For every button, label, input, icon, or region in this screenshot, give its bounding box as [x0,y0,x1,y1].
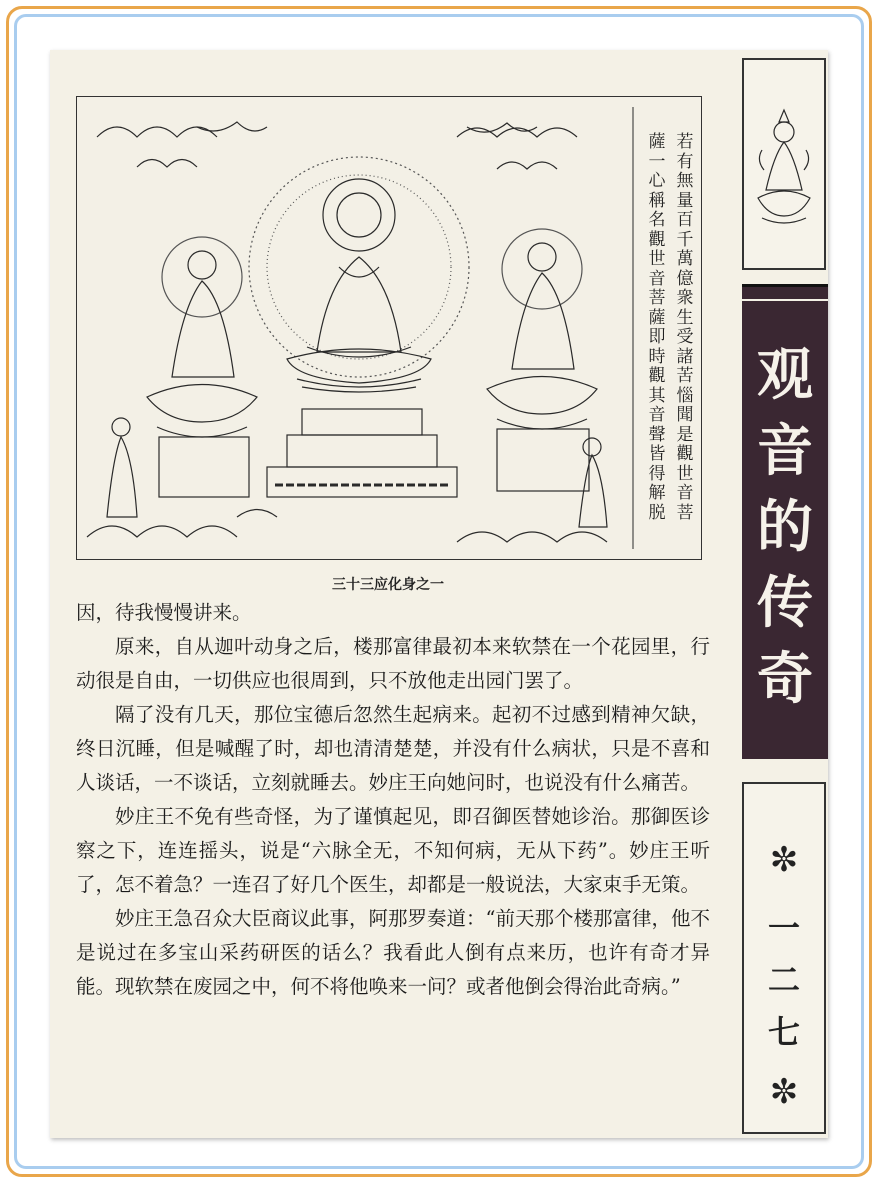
inscription-char: 其 [648,385,666,406]
paragraph: 因，待我慢慢讲来。 [76,601,252,624]
page-number-char: 一 [767,909,800,947]
book-title-banner [742,284,828,759]
paragraph: 妙庄王急召众大臣商议此事，阿那罗奏道：“前天那个楼那富律，他不是说过在多宝山采药研医的话么？我看此人倒有点来历，也许有奇才异能。现软禁在废园之中，何不将他唤来一问？或者他倒会得治此奇病。” [76,907,710,998]
page-number-box [742,782,826,1134]
paragraph: 妙庄王不免有些奇怪，为了谨慎起见，即召御医替她诊治。那御医诊察之下，连连摇头，说是“六脉全无，不知何病，无从下药”。妙庄王听了，怎不着急？一连召了好几个医生，却都是一般说法，大家束手无策。 [76,805,710,896]
inscription-char: 心 [648,171,666,191]
inscription-char: 皆 [648,444,666,464]
inscription-char: 無 [676,171,694,191]
inscription-char: 是 [676,424,694,445]
inscription-char: 得 [648,463,666,484]
inscription-char: 觀 [676,444,694,464]
inscription-char: 音 [676,483,694,503]
inscription-char: 世 [676,463,694,484]
inscription-column-1 [673,133,697,523]
inscription-char: 諸 [676,346,694,367]
inscription-char: 觀 [648,229,666,250]
inscription-char: 若 [676,132,694,152]
inscription-char: 有 [676,151,694,172]
title-char: 音 [757,418,813,484]
inscription-column-2 [645,133,669,523]
paragraph: 原来，自从迦叶动身之后，楼那富律最初本来软禁在一个花园里，行动很是自由，一切供应也很周到，只不放他走出园门罢了。 [76,635,710,692]
inscription-char: 億 [676,268,694,289]
inscription-char: 生 [676,307,694,328]
inscription-char: 解 [648,483,666,503]
page-number-char: 二 [767,961,800,999]
page-number-char: 七 [767,1013,800,1051]
inscription-char: 千 [676,229,694,250]
inscription-char: 菩 [676,502,694,523]
title-char: 奇 [757,646,813,712]
inscription-char: 百 [676,210,694,230]
inscription-char: 苦 [676,366,694,386]
inscription-char: 音 [648,268,666,289]
inscription-char: 萬 [676,249,694,269]
inscription-char: 菩 [648,288,666,308]
illustration-drawing [77,97,701,559]
inscription-char: 音 [648,405,666,425]
inscription-char: 即 [648,327,666,347]
inscription-char: 聲 [648,424,666,445]
inscription-char: 一 [648,151,666,172]
paragraph: 隔了没有几天，那位宝德后忽然生起病来。起初不过感到精神欠缺，终日沉睡，但是喊醒了时，却也清清楚楚，并没有什么病状，只是不喜和人谈话，一不谈话，立刻就睡去。妙庄王向她问时，也说没有什么痛苦。 [76,703,710,794]
banner-rule [742,299,828,301]
inscription-char: 世 [648,249,666,269]
title-char: 传 [757,570,813,636]
inscription-char: 觀 [648,366,666,386]
inscription-char: 稱 [648,190,666,211]
inscription-char: 薩 [648,132,666,152]
inscription-char: 惱 [676,385,694,406]
guanyin-figure-icon [744,60,824,268]
buddhist-illustration [76,96,702,560]
flower-ornament-icon: ✼ [769,840,799,880]
book-title [742,337,828,717]
inscription-char: 名 [648,210,666,230]
guanyin-emblem-box [742,58,826,270]
inscription-char: 聞 [676,405,694,425]
title-char: 观 [757,342,813,408]
inscription-char: 脱 [648,502,666,523]
title-char: 的 [757,494,813,560]
flower-ornament-icon: ✼ [769,1072,799,1112]
illustration-caption: 三十三应化身之一 [332,577,444,593]
inscription-char: 受 [676,327,694,347]
inscription-char: 時 [648,346,666,367]
inscription-char: 衆 [676,288,694,308]
body-text [76,596,710,1004]
inscription-char: 量 [676,190,694,211]
inscription-char: 薩 [648,307,666,328]
